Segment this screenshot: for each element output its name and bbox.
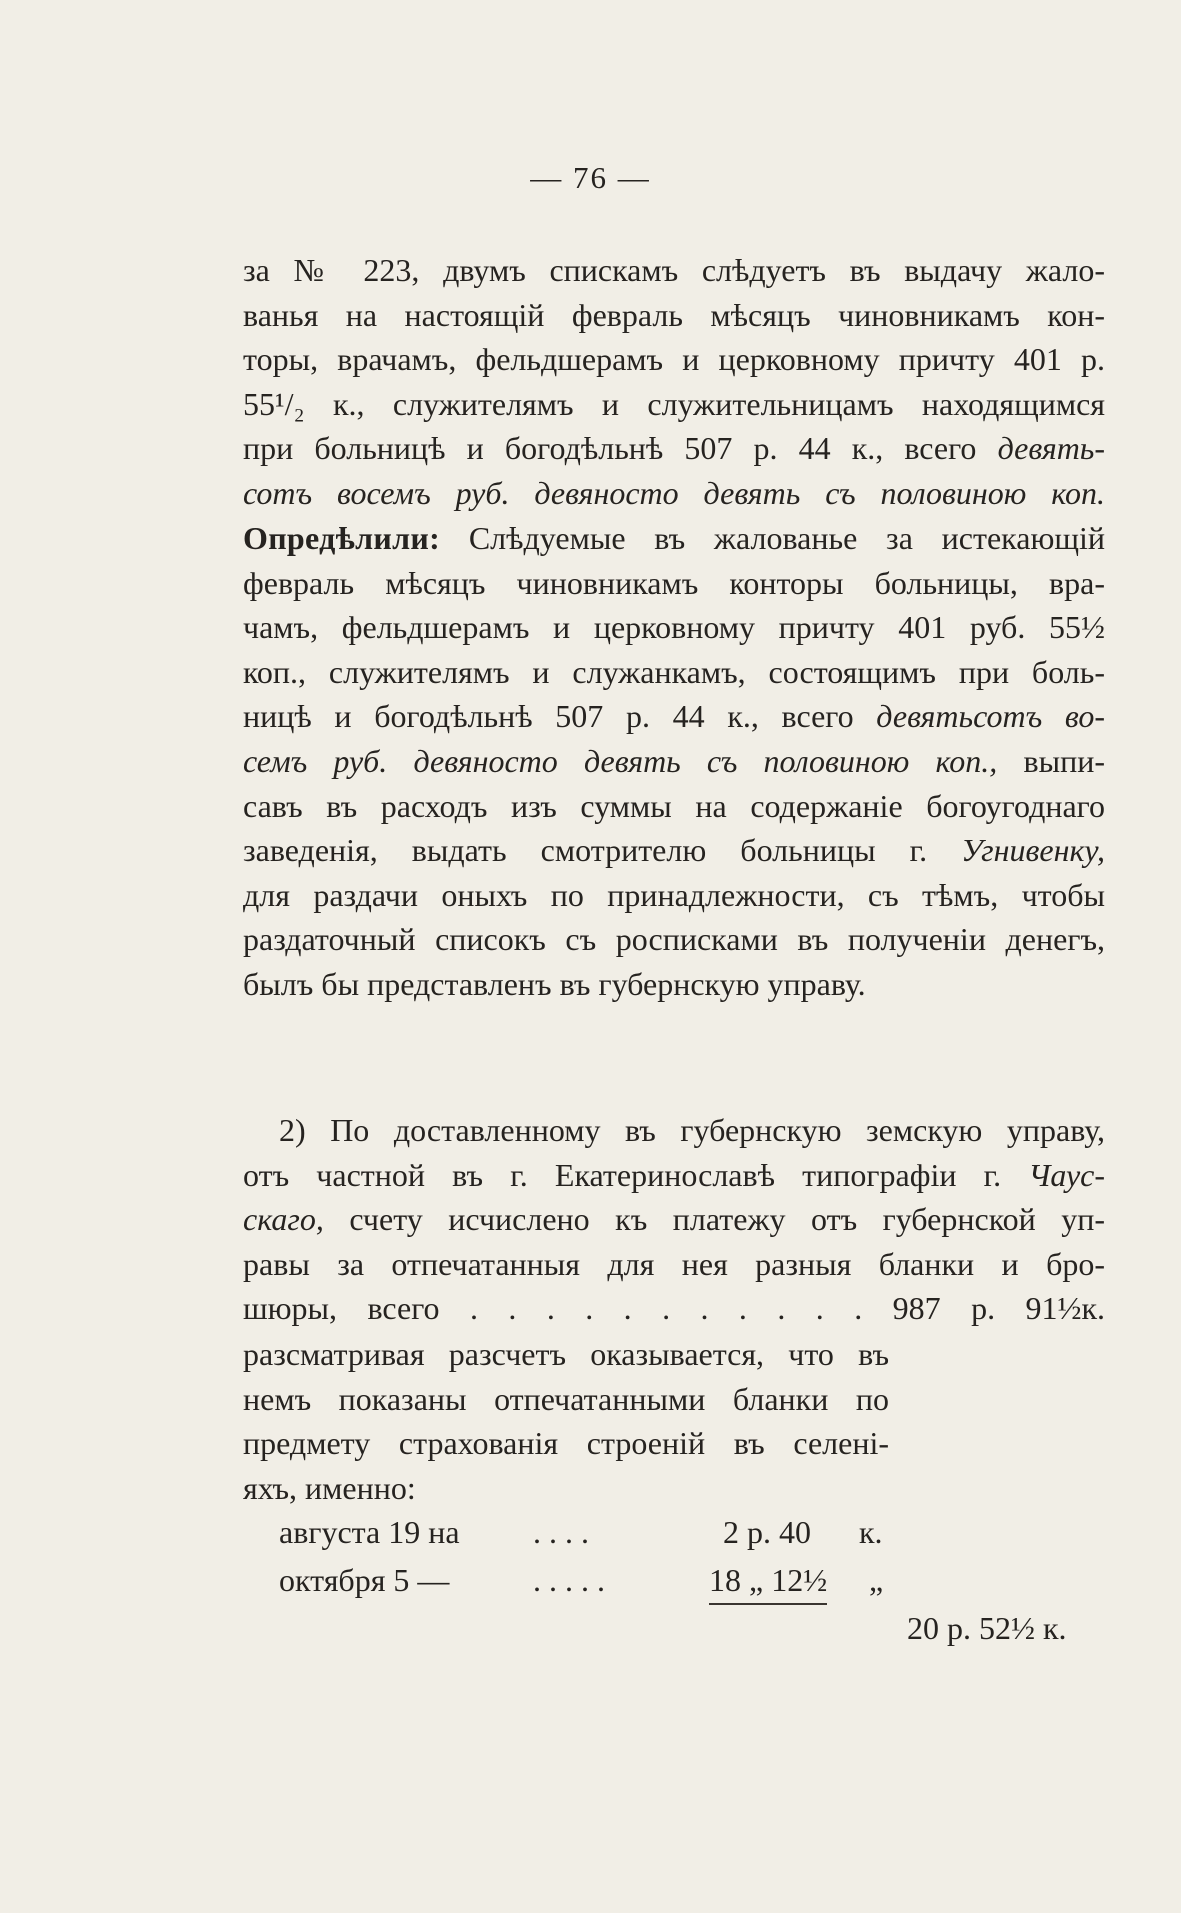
text-line: разсматривая разсчетъ оказывается, что въ <box>243 1336 889 1372</box>
paragraph-2 <box>243 516 1105 1007</box>
text-line <box>243 1197 1105 1242</box>
text-line <box>243 426 1105 471</box>
text-segment: шюры, всего <box>243 1290 440 1327</box>
text-segment: счету исчислено къ платежу отъ губернской уп- <box>349 1201 1106 1238</box>
text-segment: отъ частной въ г. Екатеринославѣ типографіи г. <box>243 1156 1002 1193</box>
paragraph-3-continued <box>243 1332 889 1510</box>
text-line: яхъ, именно: <box>243 1469 416 1506</box>
text-line: чамъ, фельдшерамъ и церковному причту 401 руб. 55½ <box>243 609 1105 646</box>
ledger-row <box>243 1558 1105 1606</box>
ledger-unit: к. <box>859 1514 883 1550</box>
ledger-amount: 2 р. 40 <box>723 1514 811 1550</box>
ledger-total-row <box>243 1606 1105 1654</box>
italic-text: скаго, <box>243 1201 324 1238</box>
text-line: для раздачи оныхъ по принадлежности, съ тѣмъ, чтобы <box>243 876 1105 913</box>
text-line: раздаточный списокъ съ росписками въ полученіи денегъ, <box>243 921 1105 958</box>
section-heading: Опредѣлили: <box>243 520 441 556</box>
text-line <box>243 1153 1105 1198</box>
ledger <box>243 1510 1105 1654</box>
text-segment: ницѣ и богодѣльнѣ 507 р. 44 к., всего <box>243 698 854 735</box>
ledger-unit: „ <box>869 1562 884 1598</box>
text-line <box>243 694 1105 739</box>
page-number: — 76 — <box>530 160 651 195</box>
text-line: торы, врачамъ, фельдшерамъ и церковному причту 401 р. <box>243 341 1105 378</box>
ledger-label: октября 5 — <box>279 1562 450 1598</box>
italic-text: девять- <box>997 430 1106 467</box>
italic-text: семъ руб. девяносто девять съ половиною коп., <box>243 742 998 779</box>
italic-text-line: сотъ восемъ руб. девяносто девять съ половиною коп. <box>243 474 1105 511</box>
sum-amount: 987 р. 91½к. <box>892 1290 1106 1327</box>
text-line: за № 223, двумъ спискамъ слѣдуетъ въ выдачу жало- <box>243 252 1105 288</box>
text-line <box>243 1286 1105 1331</box>
text-line <box>243 828 1105 873</box>
text-line: савъ въ расходъ изъ суммы на содержаніе богоугоднаго <box>243 787 1105 824</box>
italic-text: девятьсотъ во- <box>876 698 1106 735</box>
text-segment: заведенія, выдать смотрителю больницы г. <box>243 832 928 869</box>
ledger-row <box>243 1510 1105 1558</box>
leader-dots: . . . . <box>533 1514 589 1550</box>
text-line: предмету страхованія строеній въ селені- <box>243 1425 889 1462</box>
paragraph-3 <box>243 1108 1105 1331</box>
leader-dots: . . . . . . . . . . . <box>469 1290 863 1327</box>
text-segment: Слѣдуемые въ жалованье за истекающій <box>468 520 1105 556</box>
text-segment: при больницѣ и богодѣльнѣ 507 р. 44 к., всего <box>243 430 977 467</box>
text-line: 55¹/₂ к., служителямъ и служительницамъ находящимся <box>243 385 1105 422</box>
ledger-label: августа 19 на <box>279 1514 460 1550</box>
text-line: былъ бы представленъ въ губернскую управу. <box>243 965 866 1002</box>
italic-text: Угнивенку, <box>961 832 1106 869</box>
ledger-amount: 18 „ 12½ <box>709 1558 827 1605</box>
text-line: немъ показаны отпечатанными бланки по <box>243 1380 889 1417</box>
text-segment: выпи- <box>1023 742 1106 779</box>
text-line <box>243 516 1105 561</box>
text-line: 2) По доставленному въ губернскую земскую управу, <box>279 1112 1105 1148</box>
text-line: ванья на настоящій февраль мѣсяцъ чиновникамъ кон- <box>243 296 1105 333</box>
text-line: коп., служителямъ и служанкамъ, состоящимъ при боль- <box>243 653 1105 690</box>
text-line: равы за отпечатанныя для нея разныя бланки и бро- <box>243 1245 1105 1282</box>
italic-text: Чаус- <box>1028 1156 1106 1193</box>
text-line: февраль мѣсяцъ чиновникамъ конторы больницы, вра- <box>243 564 1105 601</box>
ledger-total: 20 р. 52½ к. <box>907 1610 1067 1646</box>
paragraph-1 <box>243 248 1105 516</box>
text-line <box>243 739 1105 784</box>
leader-dots: . . . . . <box>533 1562 605 1598</box>
